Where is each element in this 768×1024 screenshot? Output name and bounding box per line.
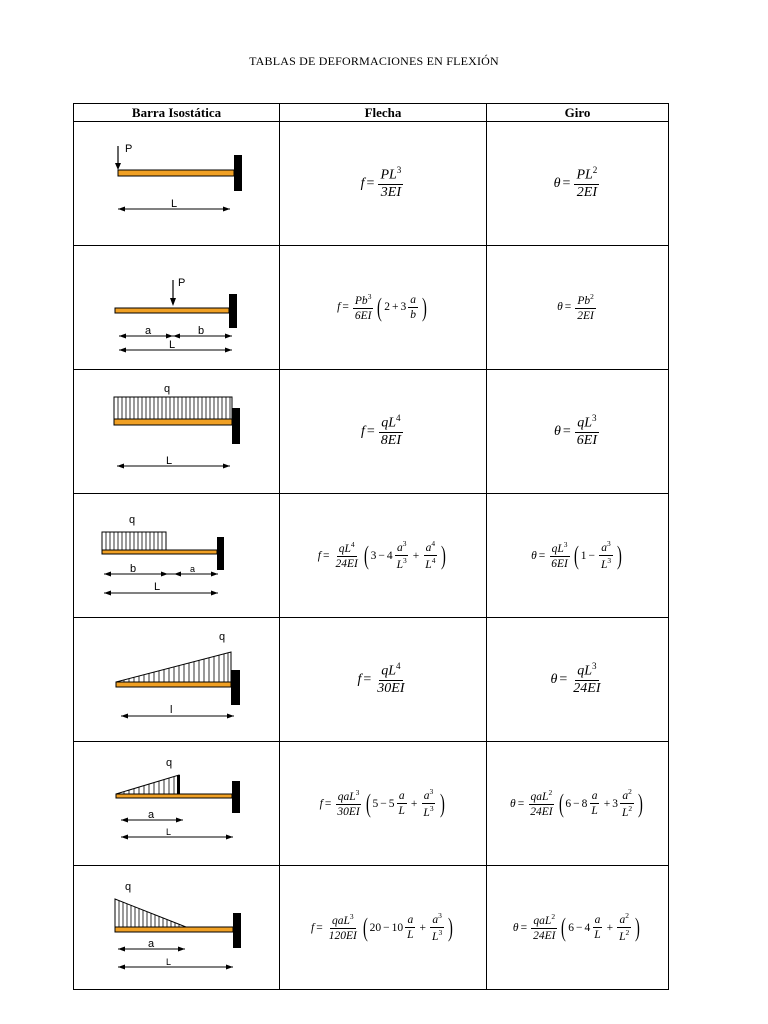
header-row	[74, 104, 669, 122]
table-row	[74, 866, 669, 990]
distributed-load	[106, 532, 162, 550]
giro-formula: θ = $\frac{qaL^2}{24EI}$ ( 6 − 8 $\frac{a}{L}$ + 3 $\frac{a^2}{L^2}$ )	[487, 742, 669, 866]
table-row	[74, 122, 669, 246]
beam-diagram	[74, 630, 280, 730]
flecha-formula: f = $\frac{qaL^3}{30EI}$ ( 5 − 5 $\frac{a}{L}$ + $\frac{a^3}{L^3}$ )	[280, 742, 487, 866]
giro-formula: θ = $\frac{qL^3}{24EI}$	[487, 618, 669, 742]
fixed-support	[233, 913, 241, 948]
label-p: P	[178, 276, 186, 289]
label-l: l	[170, 703, 173, 716]
label-l: L	[166, 826, 172, 837]
fixed-support	[229, 294, 237, 328]
table-row	[74, 618, 669, 742]
label-q: q	[164, 382, 171, 395]
beam-diagram-cell	[74, 494, 280, 618]
giro-formula: θ = $\frac{qL^3}{6EI}$ ( 1 − $\frac{a^3}{L^3}$ )	[487, 494, 669, 618]
table-row	[74, 246, 669, 370]
giro-formula: θ = $\frac{qaL^2}{24EI}$ ( 6 − 4 $\frac{a}{L}$ + $\frac{a^2}{L^2}$ )	[487, 866, 669, 990]
label-q: q	[125, 880, 132, 893]
flecha-formula: f = $\frac{PL^3}{3EI}$	[280, 122, 487, 246]
fixed-support	[234, 155, 242, 191]
flecha-formula: f = $\frac{qL^4}{30EI}$	[280, 618, 487, 742]
beam-diagram	[74, 754, 280, 854]
deflection-table	[73, 103, 669, 990]
flecha-formula: f = $\frac{qaL^3}{120EI}$ ( 20 − 10 $\frac{a}{L}$ + $\frac{a^3}{L^3}$ )	[280, 866, 487, 990]
label-a: a	[148, 937, 155, 950]
beam-diagram	[74, 382, 280, 482]
page-title: TABLAS DE DEFORMACIONES EN FLEXIÓN	[249, 54, 499, 68]
distributed-load	[118, 397, 230, 419]
label-l: L	[166, 956, 172, 967]
label-l: L	[166, 454, 173, 467]
beam-diagram-cell	[74, 866, 280, 990]
label-p: P	[125, 143, 133, 155]
label-q: q	[129, 513, 136, 526]
table-row	[74, 370, 669, 494]
label-q: q	[219, 630, 226, 643]
flecha-formula: f = $\frac{Pb^3}{6EI}$ ( 2 + 3 $\frac{a}{b}$ )	[280, 246, 487, 370]
beam-diagram	[74, 137, 280, 230]
flecha-formula: f = $\frac{qL^4}{8EI}$	[280, 370, 487, 494]
label-a: a	[148, 808, 155, 821]
label-b: b	[198, 324, 205, 337]
beam-diagram-cell	[74, 742, 280, 866]
label-a: a	[145, 324, 152, 337]
giro-formula: θ = $\frac{PL^2}{2EI}$	[487, 122, 669, 246]
label-a: a	[190, 563, 196, 574]
flecha-formula: f = $\frac{qL^4}{24EI}$ ( 3 − 4 $\frac{a^3}{L^3}$ + $\frac{a^4}{L^4}$ )	[280, 494, 487, 618]
header-flecha: Flecha	[280, 104, 487, 122]
header-barra: Barra Isostática	[74, 104, 280, 122]
beam-diagram	[74, 258, 280, 358]
beam-diagram	[74, 878, 280, 978]
beam-diagram-cell	[74, 122, 280, 246]
label-l: L	[171, 198, 178, 210]
header-giro: Giro	[487, 104, 669, 122]
fixed-support	[232, 408, 240, 444]
fixed-support	[232, 781, 240, 813]
label-l: L	[154, 580, 161, 593]
giro-formula: θ = $\frac{qL^3}{6EI}$	[487, 370, 669, 494]
giro-formula: θ = $\frac{Pb^2}{2EI}$	[487, 246, 669, 370]
fixed-support	[231, 670, 240, 705]
beam-diagram	[74, 511, 280, 601]
table-row	[74, 494, 669, 618]
fixed-support	[217, 537, 224, 570]
beam-diagram-cell	[74, 618, 280, 742]
label-b: b	[130, 562, 137, 575]
beam-diagram-cell	[74, 370, 280, 494]
label-l: L	[169, 338, 176, 351]
table-row	[74, 742, 669, 866]
label-q: q	[166, 756, 173, 769]
beam-diagram-cell	[74, 246, 280, 370]
